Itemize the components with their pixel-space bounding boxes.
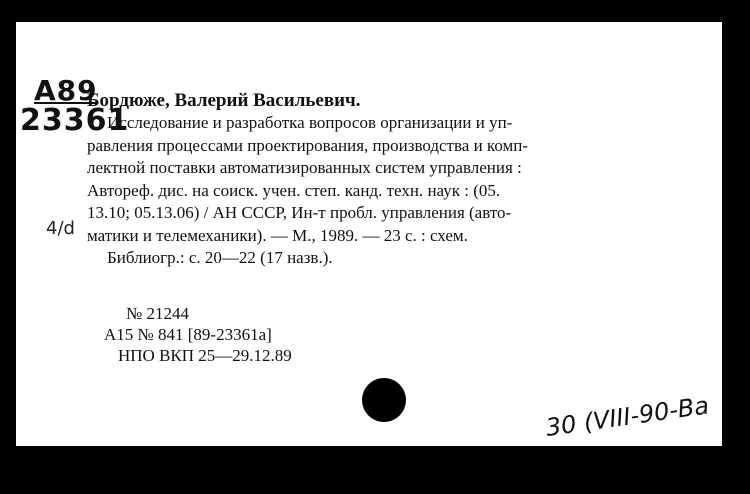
margin-handwritten-mark: 4/d — [46, 218, 75, 239]
description-line: матики и телемеханики). — М., 1989. — 23 с. : схем. — [87, 225, 468, 245]
description-line: 13.10; 05.13.06) / АН СССР, Ин-т пробл. управления (авто- — [87, 203, 512, 222]
bibliography-note: Библиогр.: с. 20—22 (17 назв.). — [107, 248, 333, 267]
record-number: № 21244 — [126, 304, 189, 323]
call-number-line2: 23361 — [20, 103, 130, 138]
card-punch-hole — [362, 378, 406, 422]
shelf-line: А15 № 841 [89-23361а] — [104, 325, 272, 344]
npo-line: НПО ВКП 25—29.12.89 — [118, 346, 292, 365]
description-line: равления процессами проектирования, производства и комп- — [87, 135, 529, 155]
description-line: Исследование и разработка вопросов организации и уп- — [107, 113, 513, 132]
description-block — [87, 112, 667, 270]
call-number-line1: А89 — [34, 74, 98, 107]
catalog-card — [16, 22, 722, 446]
handwritten-note: 30 (VIII-90-Ва — [544, 391, 711, 442]
author-heading: Бордюже, Валерий Васильевич. — [87, 90, 361, 111]
description-line: лектной поставки автоматизированных систем управления : — [87, 158, 522, 177]
description-line: Автореф. дис. на соиск. учен. степ. канд. техн. наук : (05. — [87, 180, 501, 200]
